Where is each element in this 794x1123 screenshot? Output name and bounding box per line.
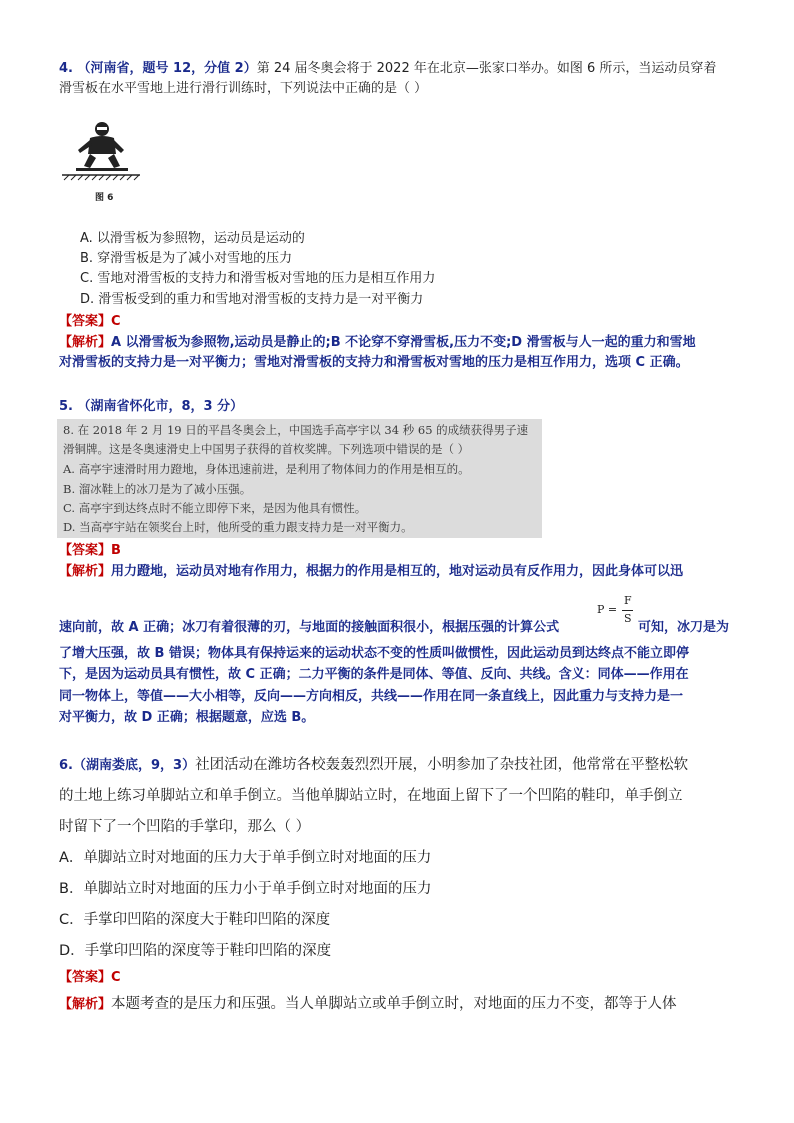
formula-f: F (624, 594, 632, 607)
fraction-bar (622, 610, 633, 611)
q5-explain-line3: 了增大压强，故 B 错误；物体具有保持运来的运动状态不变的性质叫做惯性，因此运动员到达终点不能立即停 (59, 646, 689, 661)
q6-option-b: B．单脚站立时对地面的压力小于单手倒立时对地面的压力 (59, 881, 432, 897)
q4-option-c: C. 雪地对滑雪板的支持力和滑雪板对雪地的压力是相互作用力 (80, 271, 436, 286)
q5-title: 5. （湖南省怀化市，8，3 分） (59, 399, 244, 414)
scan-line: C. 高亭宇到达终点时不能立即停下来，是因为他具有惯性。 (63, 501, 367, 515)
q4-title: 4. （河南省，题号 12，分值 2） (59, 61, 257, 76)
q6-title: 6.（湖南娄底，9，3） (59, 758, 196, 773)
formula-s: S (624, 612, 632, 625)
q4-option-a: A. 以滑雪板为参照物，运动员是运动的 (80, 231, 305, 246)
q5-explain-line2b: 可知，冰刀是为 (638, 620, 730, 635)
q5-explain-line6: 对平衡力，故 D 正确；根据题意，应选 B。 (59, 710, 315, 725)
q6-explain-line1: 【解析】本题考查的是压力和压强。当人单脚站立或单手倒立时，对地面的压力不变，都等于人体 (59, 996, 677, 1012)
scan-line: D. 当高亭宇站在领奖台上时，他所受的重力跟支持力是一对平衡力。 (63, 520, 413, 534)
q6-option-a: A．单脚站立时对地面的压力大于单手倒立时对地面的压力 (59, 850, 432, 866)
scan-line: 滑铜牌。这是冬奥速滑史上中国男子获得的首枚奖牌。下列选项中错误的是（ ） (63, 442, 470, 456)
q4-answer: 【答案】C (59, 314, 121, 329)
skier-figure (60, 118, 142, 186)
q4-option-d: D. 滑雪板受到的重力和雪地对滑雪板的支持力是一对平衡力 (80, 292, 424, 307)
q5-explain-line2: 速向前，故 A 正确；冰刀有着很薄的刃，与地面的接触面积很小，根据压强的计算公式 (59, 620, 560, 635)
q5-answer: 【答案】B (59, 543, 121, 558)
scan-line: 8. 在 2018 年 2 月 19 日的平昌冬奥会上，中国选手高亭宇以 34 秒 65 的成绩获得男子速 (63, 423, 529, 437)
q6-answer: 【答案】C (59, 970, 121, 985)
q4-option-b: B. 穿滑雪板是为了减小对雪地的压力 (80, 251, 293, 266)
formula-p: P = (597, 603, 618, 616)
q5-explain-line4: 下，是因为运动员具有惯性，故 C 正确；二力平衡的条件是同体、等值、反向、共线。含义：同体——作用在 (59, 667, 689, 682)
q6-option-c: C．手掌印凹陷的深度大于鞋印凹陷的深度 (59, 912, 331, 928)
q6-stem-line1: 6.（湖南娄底，9，3）社团活动在潍坊各校轰轰烈烈开展，小明参加了杂技社团，他常常在平整松软 (59, 757, 689, 773)
q5-explain-line1: 【解析】用力蹬地，运动员对地有作用力，根据力的作用是相互的，地对运动员有反作用力，因此身体可以迅 (59, 564, 684, 579)
q4-stem-line1: 4. （河南省，题号 12，分值 2）第 24 届冬奥会将于 2022 年在北京—张家口举办。如图 6 所示，当运动员穿着 (59, 61, 717, 76)
scan-line: B. 溜冰鞋上的冰刀是为了减小压强。 (63, 482, 252, 496)
figure-label: 图 6 (95, 193, 114, 203)
q5-explain-line5: 同一物体上，等值——大小相等，反向——方向相反，共线——作用在同一条直线上，因此重力与支持力是一 (59, 689, 684, 704)
q6-option-d: D．手掌印凹陷的深度等于鞋印凹陷的深度 (59, 943, 332, 959)
q4-explain-line1: 【解析】A 以滑雪板为参照物,运动员是静止的;B 不论穿不穿滑雪板,压力不变;D 滑雪板与人一起的重力和雪地 (59, 335, 696, 350)
q4-stem-line2: 滑雪板在水平雪地上进行滑行训练时，下列说法中正确的是（ ） (59, 81, 428, 96)
q6-stem-line2: 的土地上练习单脚站立和单手倒立。当他单脚站立时，在地面上留下了一个凹陷的鞋印，单手倒立 (59, 788, 683, 804)
q4-explain-line2: 对滑雪板的支持力是一对平衡力；雪地对滑雪板的支持力和滑雪板对雪地的压力是相互作用力，选项 C 正确。 (59, 355, 689, 370)
q5-scanned-question (57, 419, 542, 538)
q6-stem-line3: 时留下了一个凹陷的手掌印，那么（ ） (59, 819, 311, 835)
scan-line: A. 高亭宇速滑时用力蹬地，身体迅速前进，是利用了物体间力的作用是相互的。 (63, 462, 470, 476)
